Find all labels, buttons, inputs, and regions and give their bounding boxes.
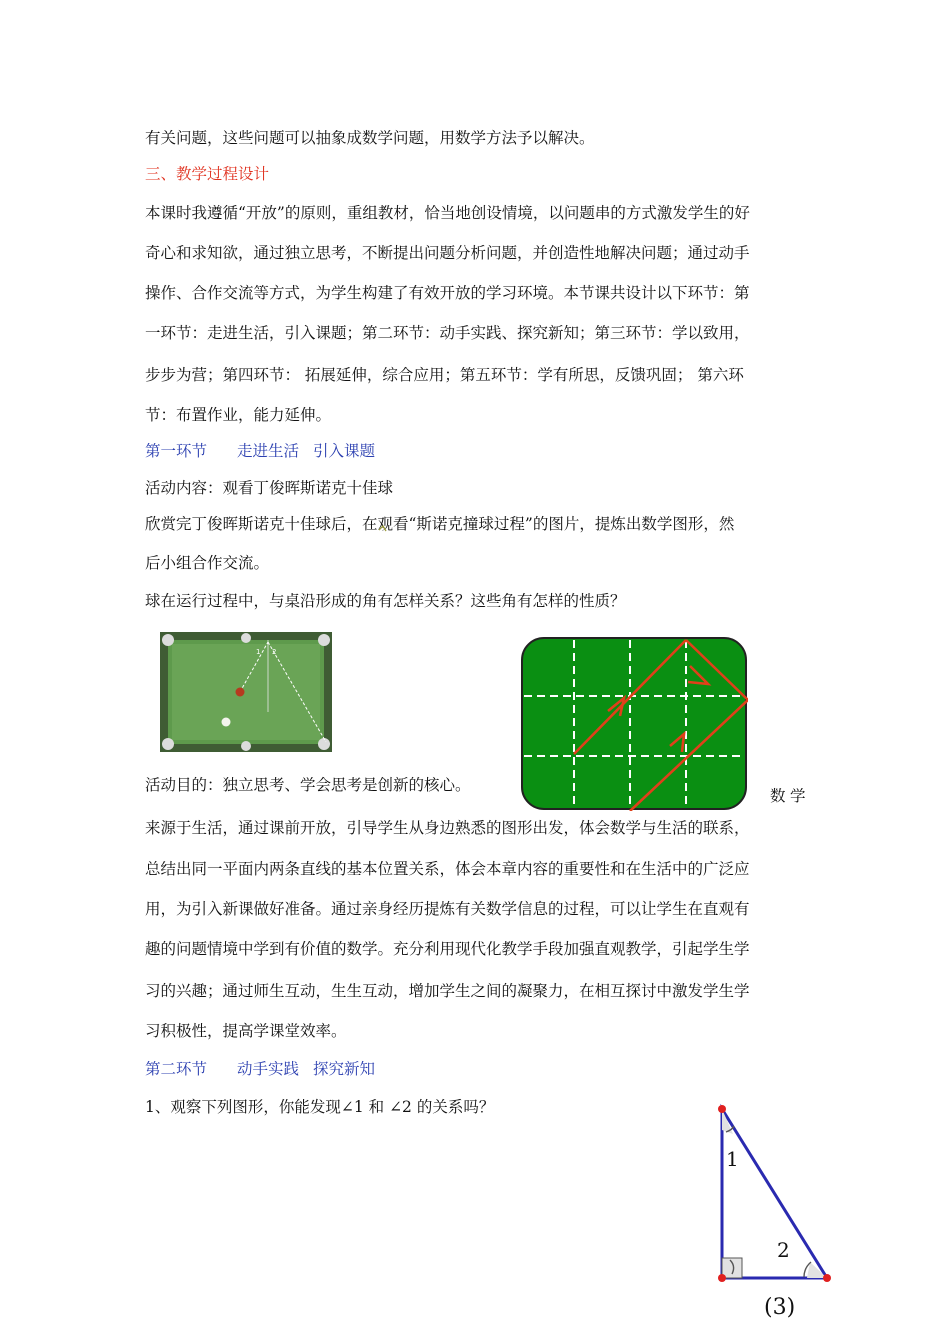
purpose-line: 活动目的：独立思考、学会思考是创新的核心。 bbox=[145, 776, 471, 794]
question-line: 球在运行过程中，与桌沿形成的角有怎样关系？这些角有怎样的性质？ bbox=[145, 592, 626, 610]
angle-1-label: 1 bbox=[726, 1147, 739, 1171]
body-line: 后小组合作交流。 bbox=[145, 554, 270, 572]
body-line: 操作、合作交流等方式，为学生构建了有效开放的学习环境。本节课共设计以下环节：第 bbox=[145, 284, 750, 302]
body-line: 趣的问题情境中学到有价值的数学。充分利用现代化教学手段加强直观教学，引起学生学 bbox=[145, 940, 750, 958]
section2-label: 第二环节 bbox=[145, 1060, 208, 1078]
section2-title-a: 动手实践 bbox=[237, 1060, 300, 1078]
body-line: 节：布置作业，能力延伸。 bbox=[145, 406, 332, 424]
section2-title-b: 探究新知 bbox=[313, 1060, 376, 1078]
body-line: 有关问题，这些问题可以抽象成数学问题，用数学方法予以解决。 bbox=[145, 129, 595, 147]
section1-heading bbox=[145, 441, 375, 461]
section-heading: 三、教学过程设计 bbox=[145, 165, 270, 183]
body-line: 步步为营；第四环节： 拓展延伸，综合应用；第五环节：学有所思，反馈巩固； 第六环 bbox=[145, 366, 744, 384]
body-line: 用，为引入新课做好准备。通过亲身经历提炼有关数学信息的过程，可以让学生在直观有 bbox=[145, 900, 750, 918]
billiard-path-diagram bbox=[520, 636, 748, 811]
snooker-table-photo bbox=[160, 632, 332, 752]
angle-2-label: 2 bbox=[777, 1238, 790, 1262]
body-line: 习积极性，提高学课堂效率。 bbox=[145, 1022, 347, 1040]
section1-title-b: 引入课题 bbox=[313, 442, 376, 460]
pool-label-1: 1 bbox=[256, 648, 261, 656]
activity-content: 活动内容：观看丁俊晖斯诺克十佳球 bbox=[145, 479, 394, 497]
body-line: 本课时我遵循“开放”的原则，重组教材，恰当地创设情境，以问题串的方式激发学生的好 bbox=[145, 204, 750, 222]
stray-mark-icon bbox=[378, 523, 388, 533]
section1-label: 第一环节 bbox=[145, 442, 208, 460]
purpose-tail-b: 学 bbox=[790, 787, 806, 805]
right-triangle-figure bbox=[700, 1100, 850, 1325]
purpose-tail-a: 数 bbox=[770, 787, 786, 805]
question2-line: 1、观察下列图形，你能发现∠1 和 ∠2 的关系吗？ bbox=[145, 1098, 495, 1116]
figure-caption: (3) bbox=[764, 1295, 796, 1320]
section1-title-a: 走进生活 bbox=[237, 442, 300, 460]
body-line: 习的兴趣；通过师生互动，生生互动，增加学生之间的凝聚力，在相互探讨中激发学生学 bbox=[145, 982, 750, 1000]
body-line: 总结出同一平面内两条直线的基本位置关系，体会本章内容的重要性和在生活中的广泛应 bbox=[145, 860, 750, 878]
body-line: 欣赏完丁俊晖斯诺克十佳球后，在观看“斯诺克撞球过程”的图片，提炼出数学图形，然 bbox=[145, 515, 735, 533]
body-line: 来源于生活，通过课前开放，引导学生从身边熟悉的图形出发，体会数学与生活的联系， bbox=[145, 819, 750, 837]
section2-heading bbox=[145, 1059, 375, 1079]
body-line: 一环节：走进生活，引入课题；第二环节：动手实践、探究新知；第三环节：学以致用， bbox=[145, 324, 750, 342]
body-line: 奇心和求知欲，通过独立思考，不断提出问题分析问题，并创造性地解决问题；通过动手 bbox=[145, 244, 750, 262]
pool-label-2: 2 bbox=[272, 648, 277, 656]
